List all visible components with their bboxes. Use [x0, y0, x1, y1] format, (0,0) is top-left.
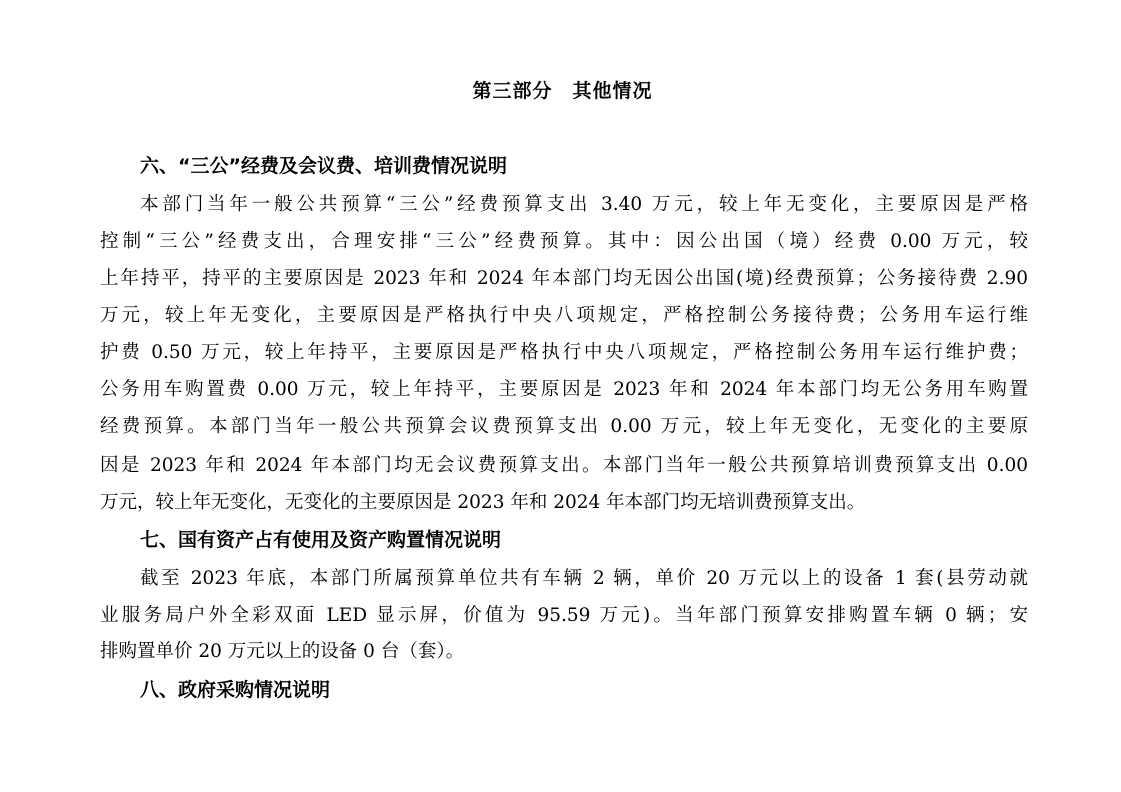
section-heading-six: 六、“三公”经费及会议费、培训费情况说明 — [140, 155, 507, 177]
page-title: 第三部分 其他情况 — [472, 80, 653, 102]
section-heading-seven: 七、国有资产占有使用及资产购置情况说明 — [140, 529, 502, 551]
paragraph-line: 上年持平，持平的主要原因是 2023 年和 2024 年本部门均无因公出国(境)经费预算；公务接待费 2.90 — [100, 268, 1028, 289]
paragraph-line: 护费 0.50 万元，较上年持平，主要原因是严格执行中央八项规定，严格控制公务用车运行维护费； — [100, 342, 1028, 363]
paragraph-line: 经费预算。本部门当年一般公共预算会议费预算支出 0.00 万元，较上年无变化，无变化的主要原 — [100, 416, 1028, 437]
paragraph-line: 本部门当年一般公共预算“三公”经费预算支出 3.40 万元，较上年无变化，主要原因是严格 — [140, 194, 1028, 215]
paragraph-line: 业服务局户外全彩双面 LED 显示屏，价值为 95.59 万元)。当年部门预算安排购置车辆 0 辆；安 — [100, 605, 1028, 626]
paragraph-line: 万元，较上年无变化，主要原因是严格执行中央八项规定，严格控制公务接待费；公务用车运行维 — [100, 305, 1028, 326]
paragraph-line: 因是 2023 年和 2024 年本部门均无会议费预算支出。本部门当年一般公共预算培训费预算支出 0.00 — [100, 455, 1028, 476]
paragraph-line: 排购置单价 20 万元以上的设备 0 台（套）。 — [100, 641, 465, 662]
section-heading-eight: 八、政府采购情况说明 — [140, 679, 331, 701]
paragraph-line: 控制“三公”经费支出，合理安排“三公”经费预算。其中：因公出国（境）经费 0.00 万元，较 — [100, 231, 1028, 252]
paragraph-line: 截至 2023 年底，本部门所属预算单位共有车辆 2 辆，单价 20 万元以上的设备 1 套(县劳动就 — [140, 568, 1028, 589]
paragraph-line: 公务用车购置费 0.00 万元，较上年持平，主要原因是 2023 年和 2024 年本部门均无公务用车购置 — [100, 379, 1028, 400]
paragraph-line: 万元，较上年无变化，无变化的主要原因是 2023 年和 2024 年本部门均无培训费预算支出。 — [100, 492, 866, 513]
